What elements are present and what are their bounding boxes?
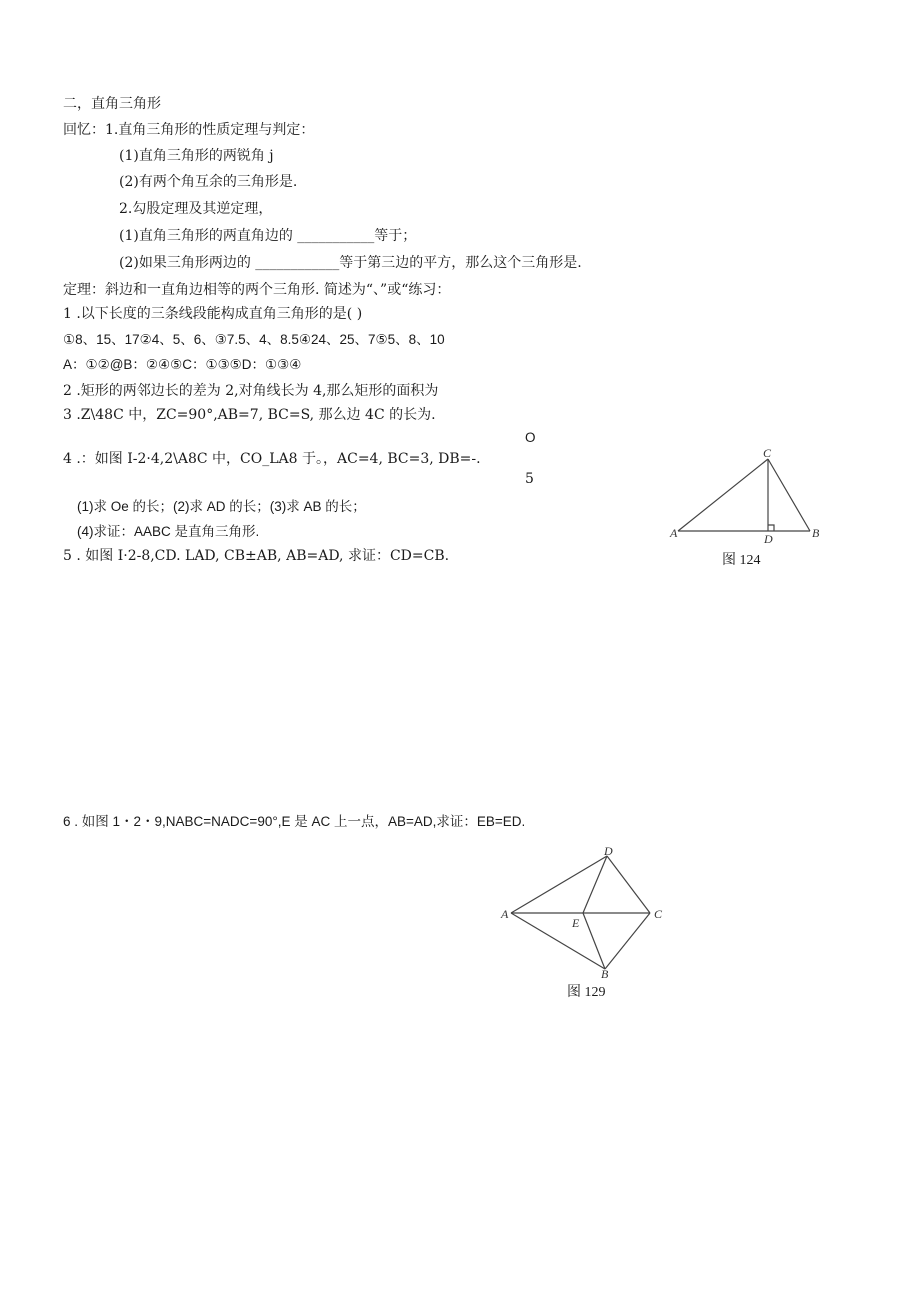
- exercise-4-fraction-top: O: [525, 430, 536, 445]
- review-item-2: 2.勾股定理及其逆定理，: [119, 201, 273, 217]
- exercise-1-options: A：①②@B：②④⑤C：①③⑤D：①③④: [63, 357, 302, 372]
- section-title: 二，直角三角形: [63, 96, 161, 112]
- segment-ed: [583, 856, 607, 913]
- exercise-3: 3 .Z\48C 中，ZC=90°,AB=7, BC=S, 那么边 4C 的长为.: [63, 407, 436, 423]
- exercise-4-sub-2: (4)求证：AABC 是直角三角形.: [77, 524, 260, 539]
- exercise-2: 2 .矩形的两邻边长的差为 2,对角线长为 4,那么矩形的面积为: [63, 383, 439, 399]
- theorem-line: 定理：斜边和一直角边相等的两个三角形. 简述为“、”或“练习：: [63, 282, 451, 298]
- fig124-label-c: C: [763, 446, 772, 460]
- fig129-label-a: A: [501, 907, 509, 921]
- segment-cb: [768, 459, 810, 531]
- figure-129-caption: 图 129: [567, 985, 606, 1000]
- fig124-label-a: A: [670, 526, 678, 540]
- segment-bc: [605, 913, 650, 969]
- review-item-2-1: (1)直角三角形的两直角边的 ___________等于；: [119, 228, 417, 244]
- segment-ad: [511, 856, 607, 913]
- segment-ac: [678, 459, 768, 531]
- exercise-5: 5 . 如图 I·2-8,CD. LAD, CB±AB, AB=AD, 求证：CD=CB.: [63, 548, 450, 564]
- fig129-label-b: B: [601, 967, 609, 981]
- figure-129: [495, 843, 675, 983]
- fig124-label-b: B: [812, 526, 820, 540]
- segment-eb: [583, 913, 605, 969]
- fig129-label-d: D: [604, 844, 613, 858]
- figure-124-caption: 图 124: [722, 553, 761, 568]
- exercise-4-fraction-bottom: 5: [525, 471, 534, 487]
- exercise-4-sub-1: (1)求 Oe 的长；(2)求 AD 的长；(3)求 AB 的长；: [77, 499, 366, 514]
- review-item-1-2: (2)有两个角互余的三角形是.: [119, 174, 298, 190]
- exercise-1: 1 .以下长度的三条线段能构成直角三角形的是( ): [63, 306, 363, 322]
- exercise-4: 4 .：如图 I-2·4,2\A8C 中，CO_LA8 于。，AC=4, BC=3, DB=-.: [63, 451, 481, 467]
- exercise-1-items: ①8、15、17②4、5、6、③7.5、4、8.5④24、25、7⑤5、8、10: [63, 332, 445, 347]
- right-angle-mark: [768, 525, 774, 531]
- fig129-label-c: C: [654, 907, 663, 921]
- fig129-label-e: E: [572, 916, 580, 930]
- figure-124: [660, 445, 840, 545]
- exercise-6: 6 . 如图 1・2・9,NABC=NADC=90°,E 是 AC 上一点，AB=AD,求证：EB=ED.: [63, 814, 526, 829]
- segment-ab: [511, 913, 605, 969]
- review-intro: 回忆：1.直角三角形的性质定理与判定：: [63, 122, 315, 138]
- review-item-1-1: (1)直角三角形的两锐角 j: [119, 148, 274, 164]
- segment-dc: [607, 856, 650, 913]
- fig124-label-d: D: [764, 532, 773, 545]
- review-item-2-2: (2)如果三角形两边的 ____________等于第三边的平方，那么这个三角形是.: [119, 255, 582, 271]
